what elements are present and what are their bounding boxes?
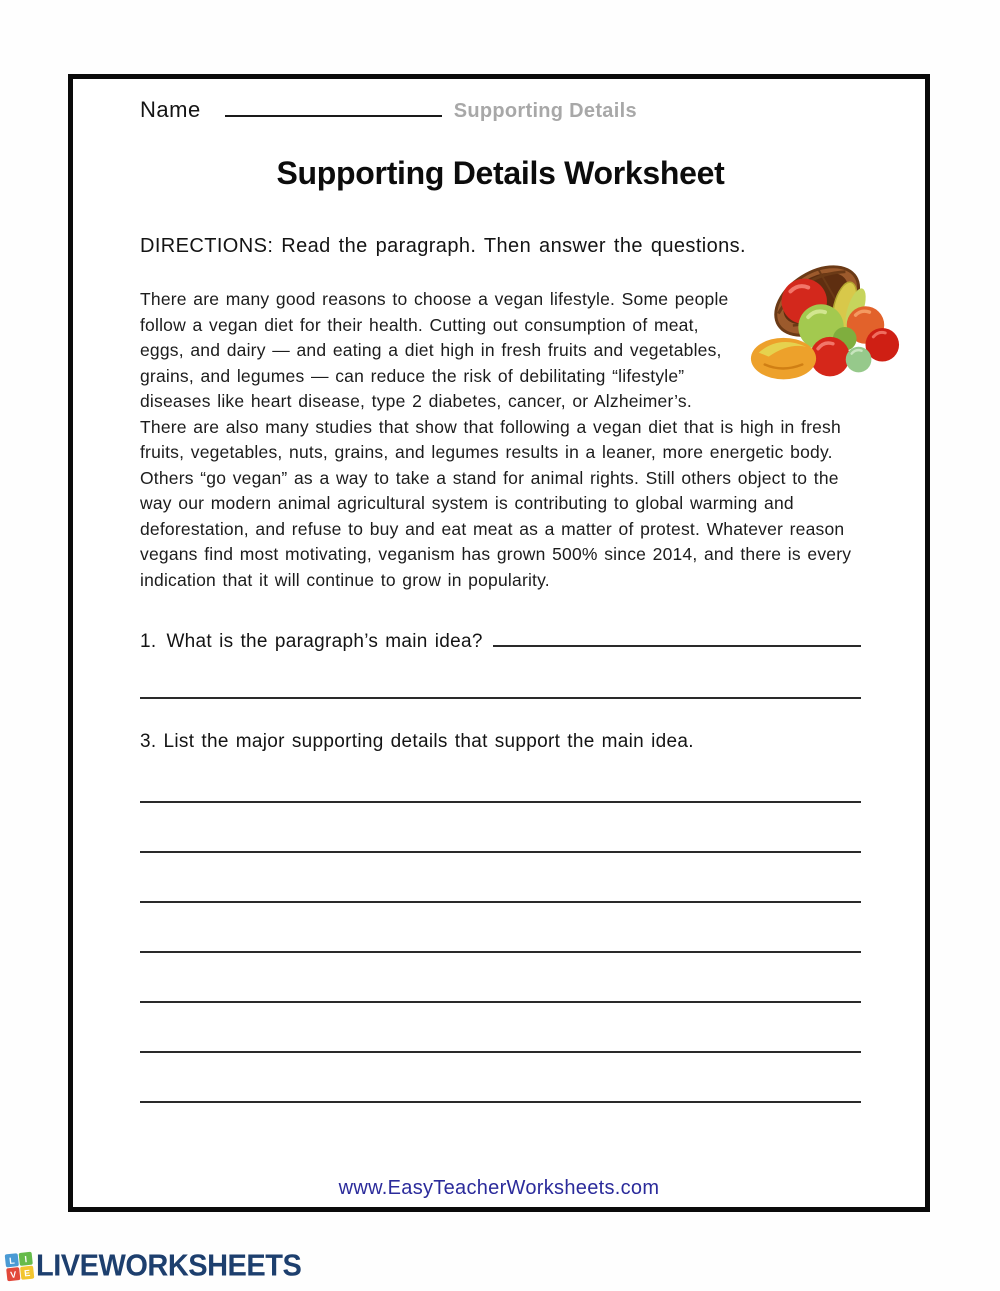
question-3-text: 3. List the major supporting details that support the main idea.: [140, 731, 694, 752]
passage-text: There are many good reasons to choose a vegan lifestyle. Some people follow a vegan diet for their health. Cutting out consumption of meat, eggs, and dairy — and eating a diet high in fresh fruits and vegetables, grains, and legumes — can reduce the risk of debilitating “lifestyle” diseases like heart disease, type 2 diabetes, cancer, or Alzheimer’s. There are also many studies that show that following a vegan diet that is high in fresh fruits, vegetables, nuts, grains, and legumes results in a leaner, more energetic body. Others “go vegan” as a way to take a stand for animal rights. Still others object to the way our modern animal agricultural system is contributing to global warming and deforestation, and refuse to buy and eat meat as a matter of protest. Whatever reason vegans find most motivating, veganism has grown 500% since 2014, and there is every indication that it will continue to grow in popularity.: [140, 289, 852, 590]
reading-passage: [140, 287, 861, 593]
logo-square-i: I: [19, 1252, 33, 1266]
page-title: Supporting Details Worksheet: [276, 155, 725, 191]
fruit-basket-image: [745, 265, 903, 387]
question-1: [140, 629, 861, 653]
question-1-number: 1.: [140, 631, 157, 652]
liveworksheets-logo[interactable]: [6, 1250, 301, 1283]
footer-website-link[interactable]: www.EasyTeacherWorksheets.com: [338, 1177, 660, 1199]
logo-square-e: E: [20, 1266, 34, 1280]
question-1-answer-line[interactable]: [493, 629, 861, 647]
answer-lines: [140, 801, 861, 1103]
worksheet-content: [73, 93, 925, 1103]
answer-line[interactable]: [140, 851, 861, 853]
page-header-label: Supporting Details: [453, 100, 637, 122]
question-1-text: What is the paragraph’s main idea?: [166, 631, 483, 652]
logo-square-v: V: [6, 1267, 20, 1281]
answer-line[interactable]: [140, 1051, 861, 1053]
liveworksheets-logo-icon: [5, 1252, 35, 1282]
worksheet-page: [68, 74, 930, 1212]
logo-square-l: L: [5, 1253, 19, 1267]
liveworksheets-logo-text: LIVEWORKSHEETS: [36, 1249, 302, 1283]
answer-line[interactable]: [140, 1101, 861, 1103]
name-input-line[interactable]: [225, 93, 442, 117]
question-1-answer-line-2[interactable]: [140, 697, 861, 699]
answer-line[interactable]: [140, 1001, 861, 1003]
answer-line[interactable]: [140, 801, 861, 803]
answer-line[interactable]: [140, 951, 861, 953]
name-label: Name: [140, 97, 201, 122]
name-row: [140, 93, 861, 123]
answer-line[interactable]: [140, 901, 861, 903]
directions-text: DIRECTIONS: Read the paragraph. Then answer the questions.: [140, 235, 747, 257]
